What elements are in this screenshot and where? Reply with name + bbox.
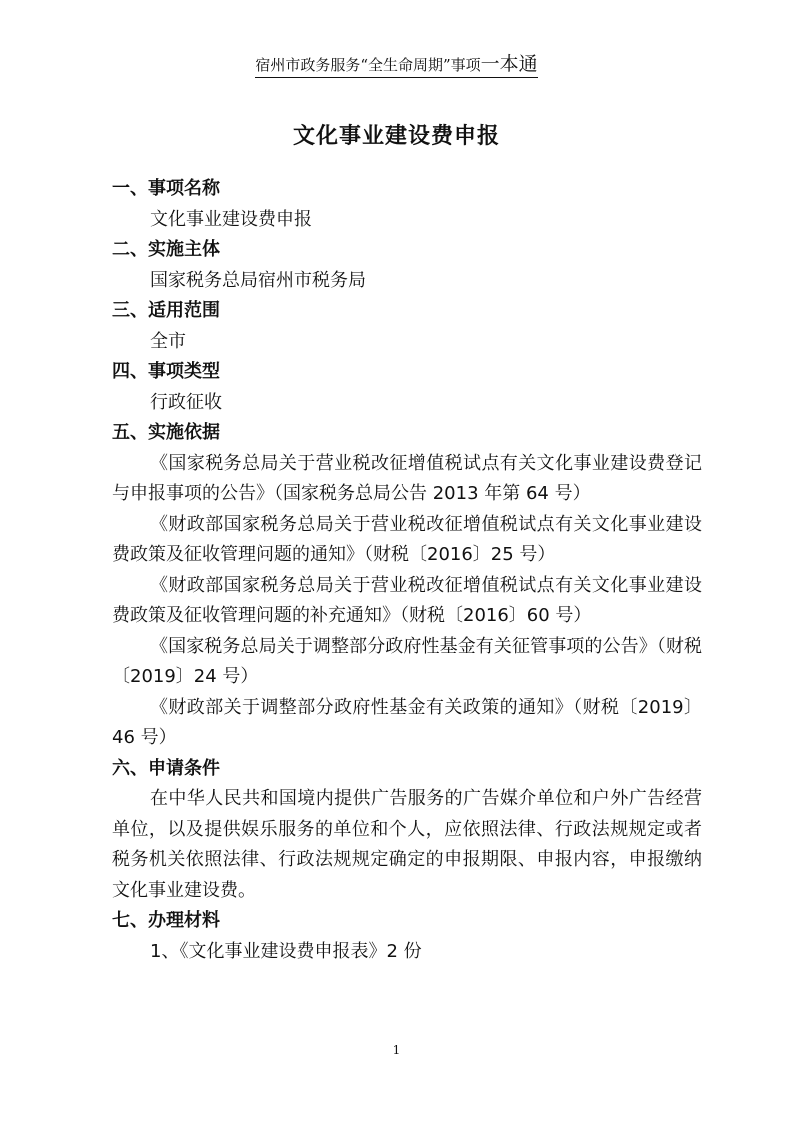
material-item: 1、《文化事业建设费申报表》2 份 [150,940,422,962]
section-heading: 一、事项名称 [112,178,220,199]
section-heading: 五、实施依据 [112,422,220,443]
section-text: 全市 [150,330,186,352]
section-implementing-body [112,235,702,296]
section-item-type [112,357,702,418]
section-heading: 六、申请条件 [112,757,220,779]
section-scope [112,296,702,357]
section-legal-basis [112,418,702,754]
section-conditions [112,754,702,907]
basis-item: 《国家税务总局关于调整部分政府性基金有关征管事项的公告》（财税〔2019〕24 号） [112,635,702,687]
basis-item: 《财政部国家税务总局关于营业税改征增值税试点有关文化事业建设费政策及征收管理问题的通知》（财税〔2016〕25 号） [112,513,702,565]
basis-item: 《国家税务总局关于营业税改征增值税试点有关文化事业建设费登记与申报事项的公告》（国家税务总局公告 2013 年第 64 号） [112,452,702,504]
section-heading: 七、办理材料 [112,910,220,931]
document-body [112,174,702,967]
basis-item: 《财政部国家税务总局关于营业税改征增值税试点有关文化事业建设费政策及征收管理问题的补充通知》（财税〔2016〕60 号） [112,574,702,626]
section-heading: 四、事项类型 [112,361,220,382]
basis-item: 《财政部关于调整部分政府性基金有关政策的通知》（财税〔2019〕46 号） [112,696,702,748]
section-text: 行政征收 [150,391,222,413]
section-text: 国家税务总局宿州市税务局 [150,269,366,291]
header-suffix: 一本通 [480,53,538,75]
section-text: 文化事业建设费申报 [150,208,312,230]
section-heading: 二、实施主体 [112,239,220,260]
section-materials [112,906,702,967]
page-header [0,54,793,78]
header-prefix: 宿州市政务服务“全生命周期”事项 [255,56,481,74]
document-title: 文化事业建设费申报 [292,124,500,149]
section-item-name [112,174,702,235]
section-heading: 三、适用范围 [112,300,220,321]
page-number: 1 [392,1043,401,1057]
section-text: 在中华人民共和国境内提供广告服务的广告媒介单位和户外广告经营单位，以及提供娱乐服务的单位和个人，应依照法律、行政法规规定或者税务机关依照法律、行政法规规定确定的申报期限、申报内容，申报缴纳文化事业建设费。 [112,788,702,901]
